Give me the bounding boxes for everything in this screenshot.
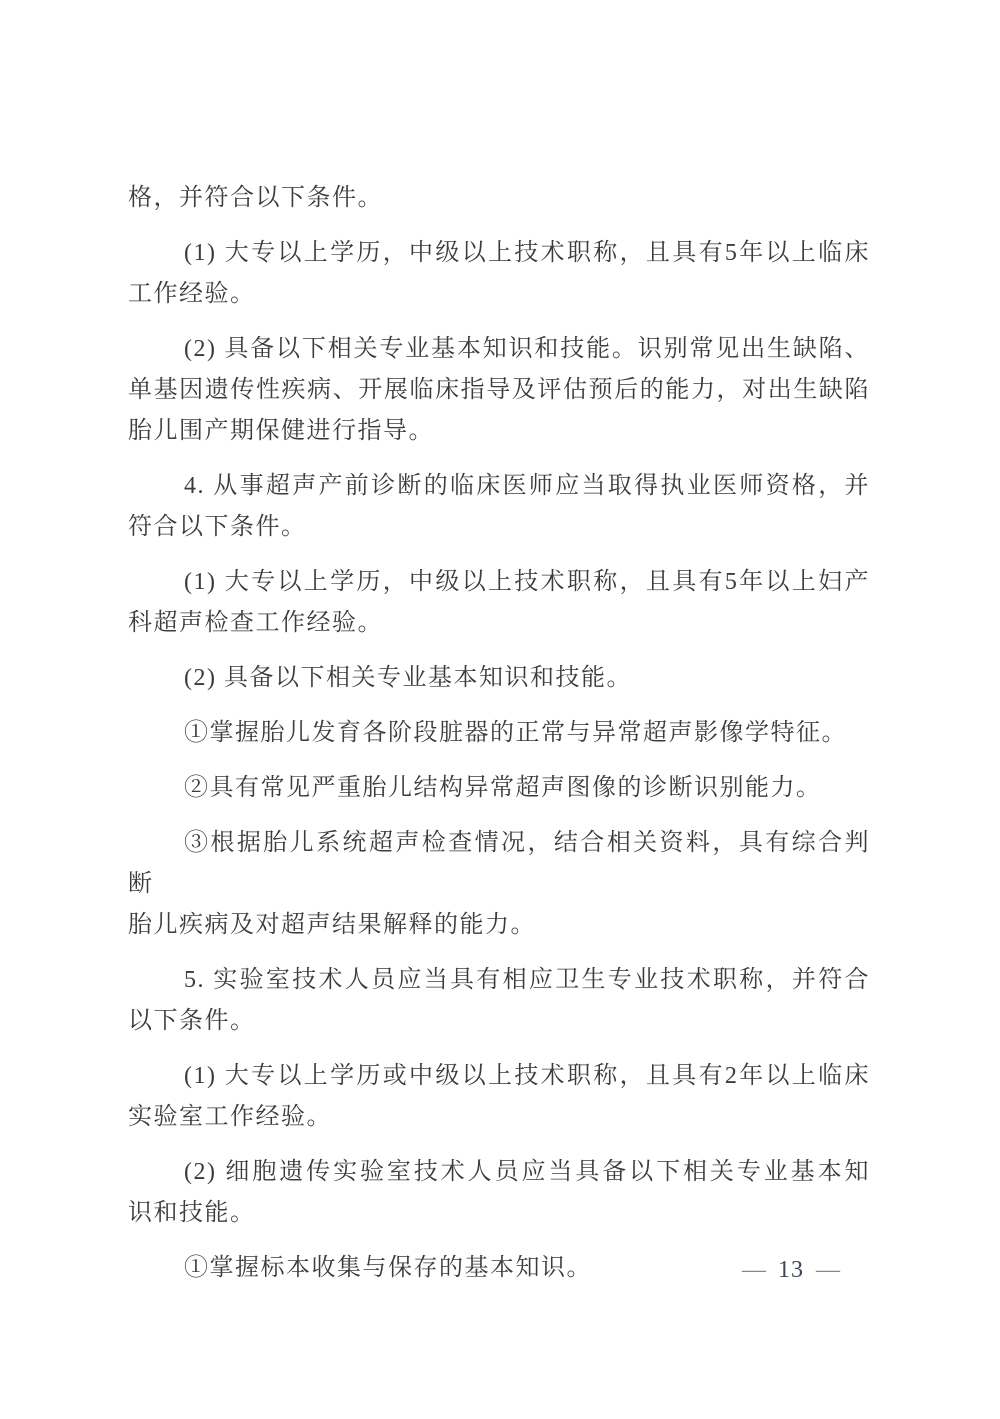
- text-line: 以下条件。: [128, 1008, 256, 1034]
- text-line: (2) 具备以下相关专业基本知识和技能。识别常见出生缺陷、: [184, 336, 870, 362]
- paragraph: [128, 466, 870, 548]
- paragraph: [128, 178, 870, 219]
- text-line: 工作经验。: [128, 281, 256, 307]
- paragraph: [128, 562, 870, 644]
- text-line: 4. 从事超声产前诊断的临床医师应当取得执业医师资格，并: [184, 473, 870, 499]
- text-line: (1) 大专以上学历，中级以上技术职称，且具有5年以上临床: [184, 240, 870, 266]
- text-line: ②具有常见严重胎儿结构异常超声图像的诊断识别能力。: [184, 775, 822, 801]
- text-line: (2) 具备以下相关专业基本知识和技能。: [184, 665, 632, 691]
- paragraph: [128, 658, 870, 699]
- text-line: 科超声检查工作经验。: [128, 610, 383, 636]
- page-number-right-dash: —: [816, 1257, 840, 1283]
- text-line: (2) 细胞遗传实验室技术人员应当具备以下相关专业基本知: [184, 1159, 870, 1185]
- text-line: ③根据胎儿系统超声检查情况，结合相关资料，具有综合判断: [128, 830, 870, 897]
- page-number-left-dash: —: [742, 1257, 766, 1283]
- text-line: 单基因遗传性疾病、开展临床指导及评估预后的能力，对出生缺陷: [128, 377, 870, 403]
- text-line: 胎儿疾病及对超声结果解释的能力。: [128, 912, 536, 938]
- paragraph: [128, 713, 870, 754]
- text-line: (1) 大专以上学历或中级以上技术职称，且具有2年以上临床: [184, 1063, 870, 1089]
- paragraph: [128, 823, 870, 946]
- text-line: 5. 实验室技术人员应当具有相应卫生专业技术职称，并符合: [184, 967, 870, 993]
- page-footer: [128, 1250, 870, 1290]
- text-line: 格，并符合以下条件。: [128, 185, 383, 211]
- paragraph: [128, 768, 870, 809]
- text-line: 胎儿围产期保健进行指导。: [128, 418, 434, 444]
- text-line: 实验室工作经验。: [128, 1104, 332, 1130]
- document-body: [128, 178, 870, 1289]
- text-line: 识和技能。: [128, 1200, 256, 1226]
- page-number: 13: [778, 1257, 804, 1283]
- paragraph: [128, 233, 870, 315]
- paragraph: [128, 960, 870, 1042]
- text-line: 符合以下条件。: [128, 514, 307, 540]
- paragraph: [128, 1152, 870, 1234]
- paragraph: [128, 329, 870, 452]
- text-line: (1) 大专以上学历，中级以上技术职称，且具有5年以上妇产: [184, 569, 870, 595]
- text-line: ①掌握标本收集与保存的基本知识。: [184, 1255, 592, 1281]
- text-line: ①掌握胎儿发育各阶段脏器的正常与异常超声影像学特征。: [184, 720, 847, 746]
- paragraph: [128, 1056, 870, 1138]
